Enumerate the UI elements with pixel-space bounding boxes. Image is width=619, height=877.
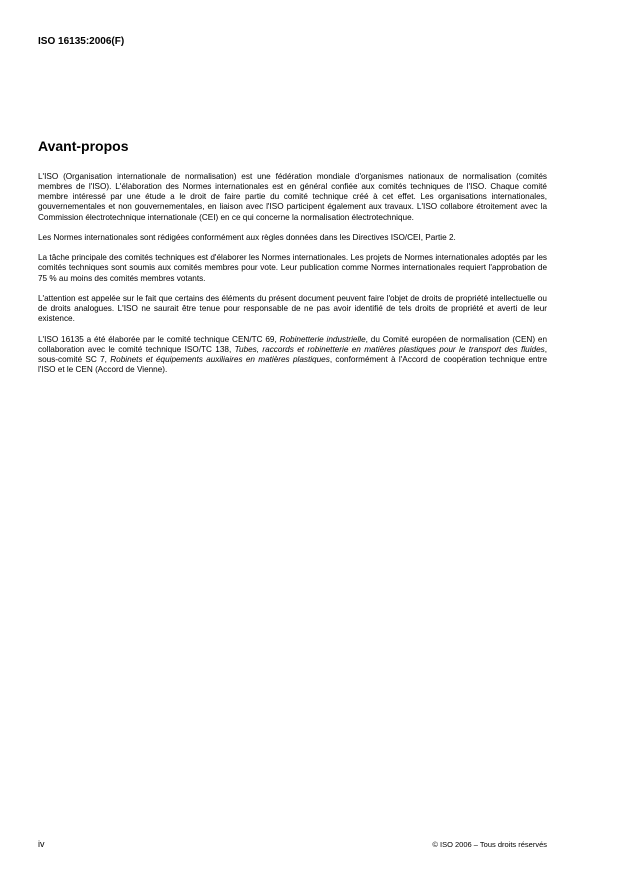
paragraph-patent-rights: L'attention est appelée sur le fait que certains des éléments du présent document peuvent faire l'objet de droits de propriété intellectuelle ou de droits analogues. L'ISO ne saurait être tenue pour responsable de ne pas avoir identifié de tels droits de propriété et averti de leur existence. xyxy=(38,293,547,324)
paragraph-iso-organisation: L'ISO (Organisation internationale de normalisation) est une fédération mondiale d'organismes nationaux de normalisation (comités membres de l'ISO). L'élaboration des Normes internationales est en général confiée aux comités techniques de l'ISO. Chaque comité membre intéressé par une étude a le droit de faire partie du comité technique créé à cet effet. Les organisations internationales, gouvernementales et non gouvernementales, en liaison avec l'ISO participent également aux travaux. L'ISO collabore étroitement avec la Commission électrotechnique internationale (CEI) en ce qui concerne la normalisation électrotechnique. xyxy=(38,172,547,222)
preparation-text-4: , conformément à l'Accord de coopération technique entre l'ISO et le CEN (Accord de Vienne). xyxy=(38,354,547,375)
paragraph-directives: Les Normes internationales sont rédigées conformément aux règles données dans les Directives ISO/CEI, Partie 2. xyxy=(38,232,456,242)
copyright-notice: © ISO 2006 – Tous droits réservés xyxy=(432,840,547,849)
committee-title-plastics-pipes: Tubes, raccords et robinetterie en matières plastiques pour le transport des fluides xyxy=(234,344,545,354)
paragraph-technical-committees: La tâche principale des comités techniques est d'élaborer les Normes internationales. Les projets de Normes internationales adoptés par les comités techniques sont soumis aux comités membres pour vote. Leur publication comme Normes internationales requiert l'approbation de 75 % au moins des comités membres votants. xyxy=(38,253,547,283)
paragraph-preparation xyxy=(38,335,547,376)
section-title: Avant-propos xyxy=(38,138,129,154)
preparation-text-1: L'ISO 16135 a été élaborée par le comité technique CEN/TC 69, xyxy=(38,334,280,344)
committee-title-industrial-valves: Robinetterie industrielle xyxy=(279,334,366,344)
subcommittee-title-plastic-valves: Robinets et équipements auxiliaires en matières plastiques xyxy=(110,354,330,364)
preparation-text-2: , du Comité européen de normalisation (CEN) en collaboration avec le comité technique ISO/TC 138, xyxy=(38,334,548,354)
preparation-text-3: , sous-comité SC 7, xyxy=(38,344,548,364)
document-id-header: ISO 16135:2006(F) xyxy=(38,36,125,47)
foreword-body xyxy=(38,172,547,385)
page-number: iv xyxy=(38,839,45,849)
